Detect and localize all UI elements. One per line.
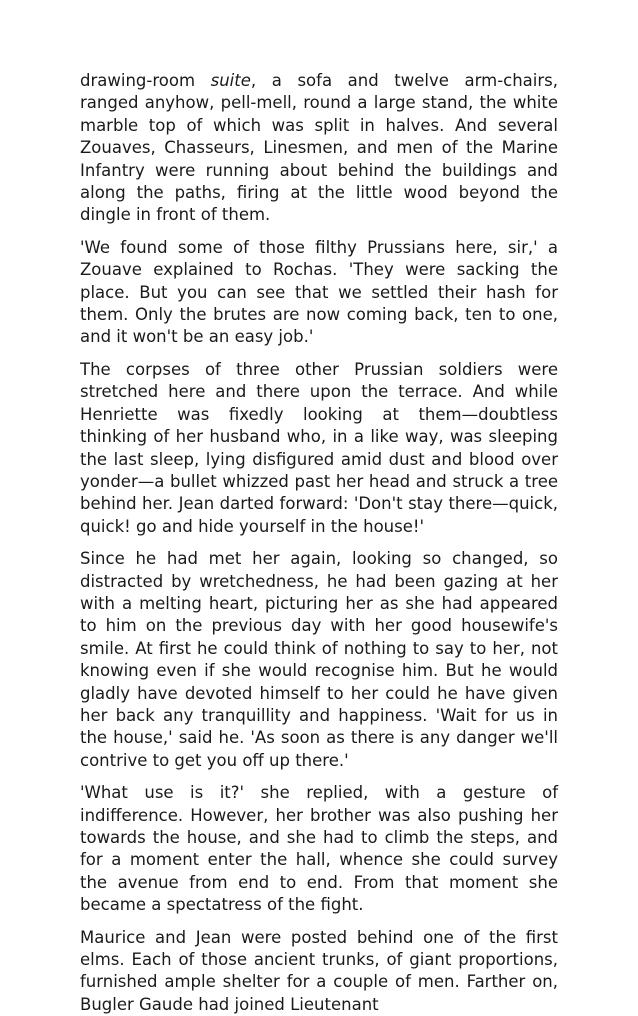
paragraph-2: 'We found some of those filthy Prussians here, sir,' a Zouave explained to Rochas. 'They were sacking the place. But you can see that we settled their hash for them. Only the brutes are now coming back, ten to one, and it won't be an easy job.' — [80, 237, 558, 347]
paragraph-1-start: drawing-room — [80, 71, 211, 90]
paragraph-3: The corpses of three other Prussian soldiers were stretched here and there upon the terrace. And while Henriette was fixedly looking at them—doubtless thinking of her husband who, in a like way, was sleeping the last sleep, lying disfigured amid dust and blood over yonder—a bullet whizzed past her head and struck a tree behind her. Jean darted forward: 'Don't stay there—quick, quick! go and hide yourself in the house!' — [80, 359, 558, 536]
paragraph-1 — [80, 70, 558, 227]
paragraph-5: 'What use is it?' she replied, with a gesture of indifference. However, her brother was also pushing her towards the house, and she had to climb the steps, and for a moment enter the hall, whence she could survey the avenue from end to end. From that moment she became a spectatress of the fight. — [80, 783, 558, 915]
paragraph-1-rest: , a sofa and twelve arm-chairs, ranged anyhow, pell-mell, round a large stand, the white marble top of which was split in halves. And several Zouaves, Chasseurs, Linesmen, and men of the Marine Infantry were running about behind the buildings and along the paths, firing at the little wood beyond the dingle in front of them. — [80, 71, 558, 225]
paragraph-6: Maurice and Jean were posted behind one of the first elms. Each of those ancient trunks, of giant proportions, furnished ample shelter for a couple of men. Farther on, Bugler Gaude had joined Lieutenant — [80, 927, 558, 1014]
page-body — [80, 70, 558, 1016]
emphasis-suite: suite — [210, 71, 251, 90]
paragraph-4: Since he had met her again, looking so changed, so distracted by wretchedness, he had been gazing at her with a melting heart, picturing her as she had appeared to him on the previous day with her good housewife's smile. At first he could think of nothing to say to her, not knowing even if she would recognise him. But he would gladly have devoted himself to her could he have given her back any tranquillity and happiness. 'Wait for us in the house,' said he. 'As soon as there is any danger we'll contrive to get you off up there.' — [80, 549, 558, 770]
